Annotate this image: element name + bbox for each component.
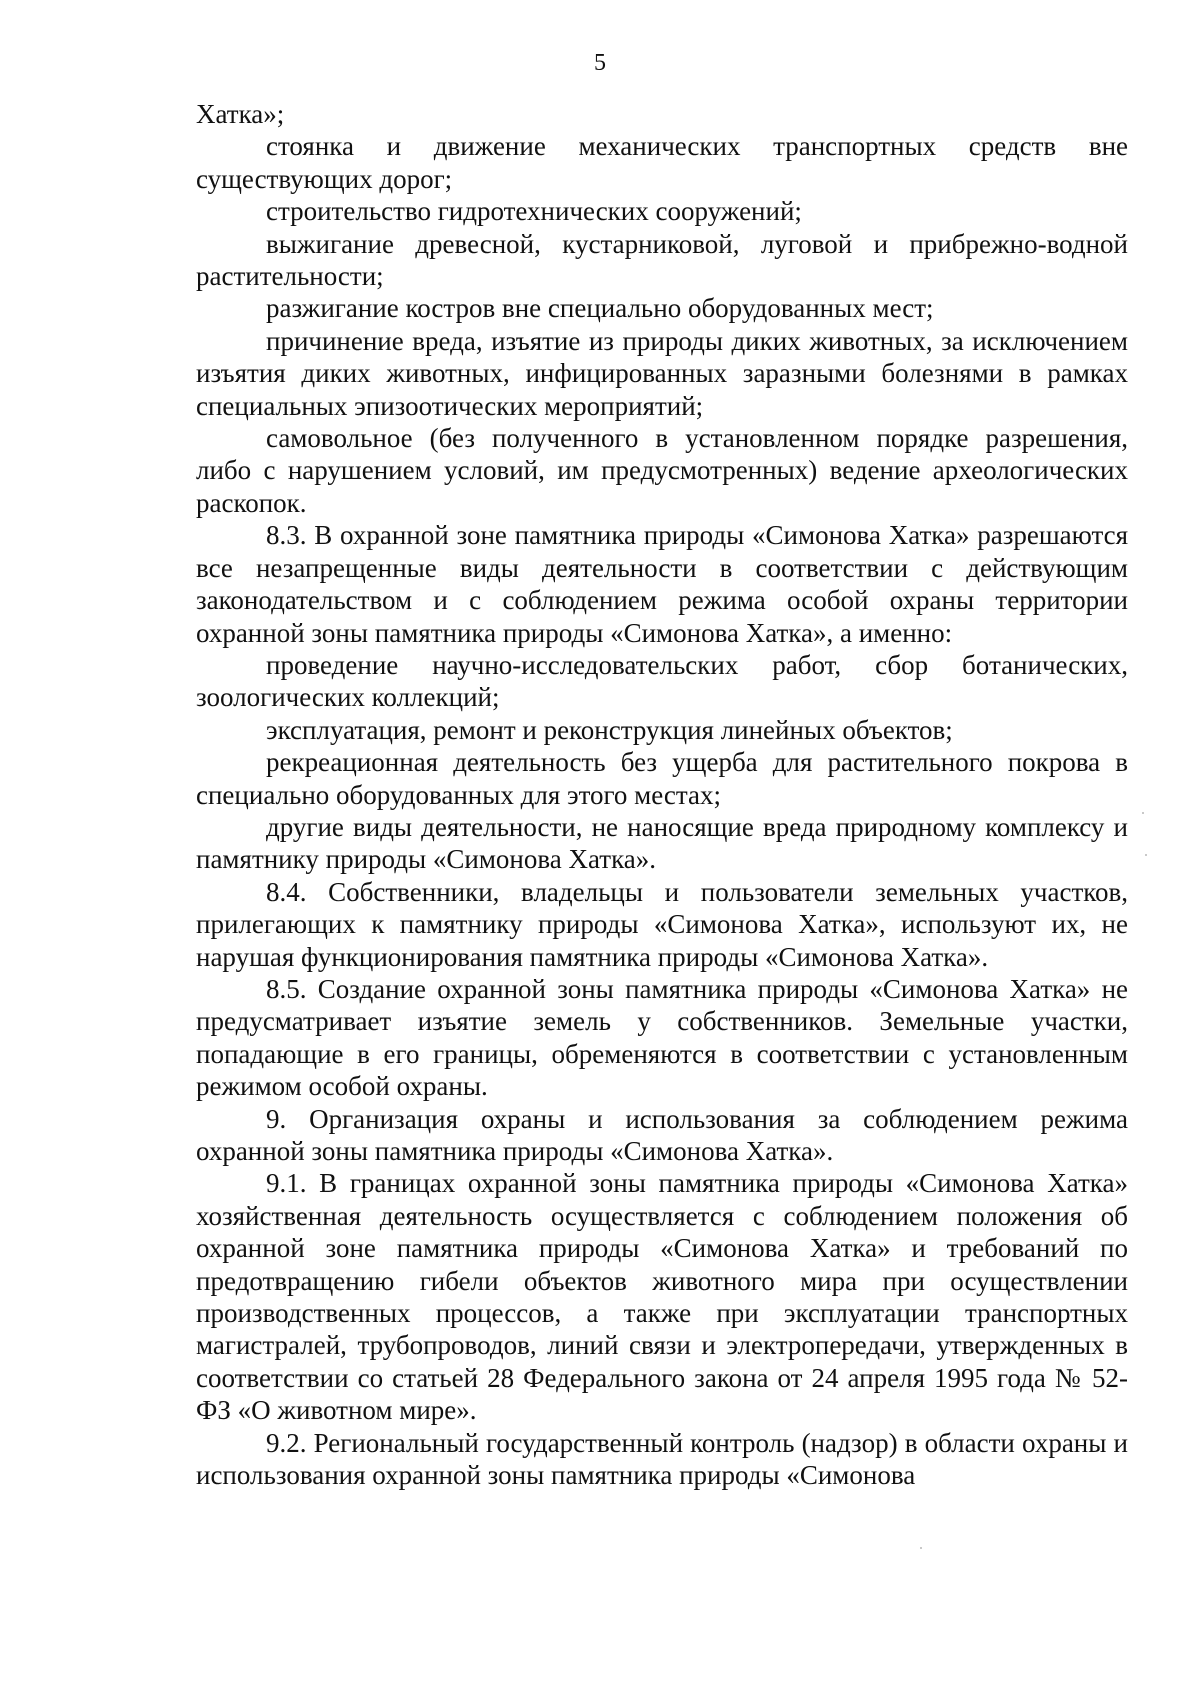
section-9: 9. Организация охраны и использования за соблюдением режима охранной зоны памятника природы «Симонова Хатка».	[196, 1103, 1128, 1166]
list-item-wild-animals: причинение вреда, изъятие из природы диких животных, за исключением изъятия диких животных, инфицированных заразными болезнями в рамках специальных эпизоотических мероприятий;	[196, 325, 1128, 421]
list-item-burning-vegetation: выжигание древесной, кустарниковой, луговой и прибрежно-водной растительности;	[196, 228, 1128, 292]
list-item-recreation: рекреационная деятельность без ущерба для растительного покрова в специально оборудованных для этого местах;	[196, 747, 1128, 810]
list-item-excavations: самовольное (без полученного в установленном порядке разрешения, либо с нарушением условий, им предусмотренных) ведение археологических раскопок.	[196, 423, 1128, 518]
paragraph-continuation: Хатка»;	[196, 99, 285, 129]
section-8-4: 8.4. Собственники, владельцы и пользователи земельных участков, прилегающих к памятнику природы «Симонова Хатка», используют их, не нарушая функционирования памятника природы «Симонова Хатка».	[196, 876, 1128, 972]
list-item-campfires: разжигание костров вне специально оборудованных мест;	[266, 293, 934, 324]
section-9-1: 9.1. В границах охранной зоны памятника природы «Симонова Хатка» хозяйственная деятельность осуществляется с соблюдением положения об охранной зоне памятника природы «Симонова Хатка» и требований по предотвращению гибели объектов животного мира при осуществлении производственных процессов, а также при эксплуатации транспортных магистралей, трубопроводов, линий связи и электропередачи, утвержденных в соответствии со статьей 28 Федерального закона от 24 апреля 1995 года № 52-ФЗ «О животном мире».	[196, 1168, 1128, 1426]
list-item-hydro-construction: строительство гидротехнических сооружений;	[266, 196, 802, 227]
scan-speck	[920, 1547, 922, 1549]
document-body	[196, 98, 1128, 1491]
page-number: 5	[594, 50, 606, 76]
list-item-other-activities: другие виды деятельности, не наносящие вреда природному комплексу и памятнику природы «Симонова Хатка».	[196, 811, 1128, 875]
scan-speck	[1145, 854, 1147, 856]
section-8-5: 8.5. Создание охранной зоны памятника природы «Симонова Хатка» не предусматривает изъятие земель у собственников. Земельные участки, попадающие в его границы, обременяются в соответствии с установленным режимом особой охраны.	[196, 973, 1128, 1102]
section-8-3: 8.3. В охранной зоне памятника природы «Симонова Хатка» разрешаются все незапрещенные виды деятельности в соответствии с действующим законодательством и с соблюдением режима особой охраны территории охранной зоны памятника природы «Симонова Хатка», а именно:	[196, 520, 1128, 648]
scan-speck	[1142, 812, 1144, 814]
list-item-vehicles: стоянка и движение механических транспортных средств вне существующих дорог;	[196, 131, 1128, 194]
section-9-2: 9.2. Региональный государственный контроль (надзор) в области охраны и использования охранной зоны памятника природы «Симонова	[196, 1427, 1128, 1491]
list-item-linear-objects: эксплуатация, ремонт и реконструкция линейных объектов;	[266, 714, 953, 745]
list-item-research: проведение научно-исследовательских работ, сбор ботанических, зоологических коллекций;	[196, 649, 1128, 713]
